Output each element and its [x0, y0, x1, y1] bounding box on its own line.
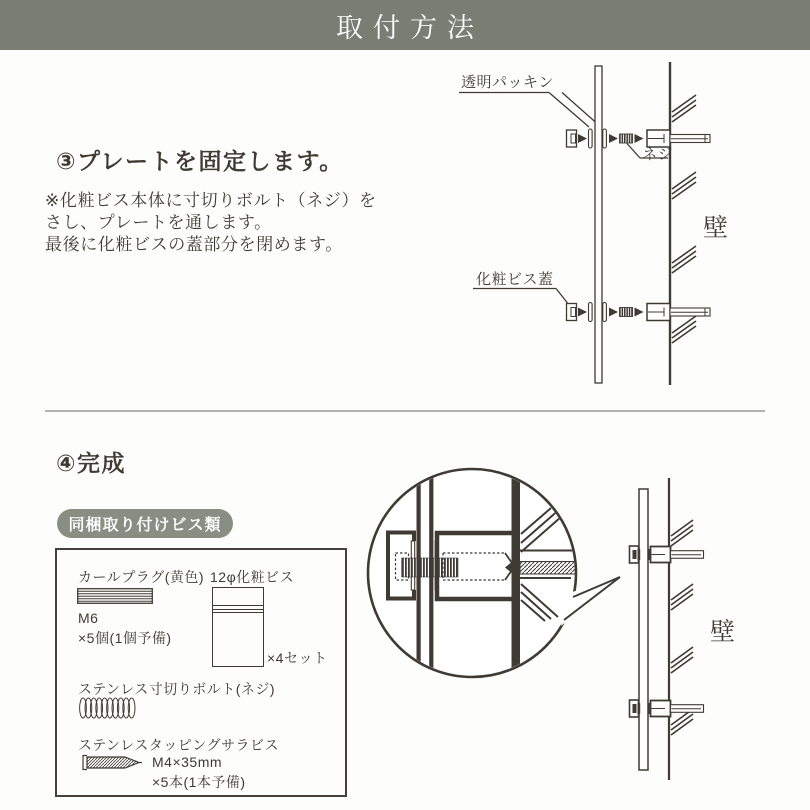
assembly-row-1	[567, 129, 711, 158]
step3-description	[45, 190, 425, 256]
wall-label-step3: 壁	[703, 214, 730, 242]
packing-label: 透明パッキン	[461, 74, 554, 91]
packing-washer-left	[589, 129, 593, 148]
step3-line3: 最後に化粧ビスの蓋部分を閉めます。	[45, 235, 343, 254]
rod-name: ステンレス寸切りボルト(ネジ)	[78, 681, 276, 697]
bis-bag-icon	[212, 587, 264, 667]
screw-label: ネジ	[642, 146, 674, 163]
packing-washer-right	[603, 129, 607, 148]
magnified-cross-section-callout	[360, 460, 630, 690]
wall-hatch-marks	[672, 95, 696, 343]
plug-qty: ×5個(1個予備)	[78, 630, 172, 646]
tapping-screw-icon	[80, 754, 144, 772]
assembly-row-2	[473, 289, 710, 322]
plug-size: M6	[78, 610, 99, 626]
step4-heading: ④完成	[56, 450, 126, 476]
tapping-qty: ×5本(1本予備)	[152, 774, 246, 790]
plug-icon	[77, 588, 153, 604]
section-divider	[45, 410, 765, 412]
cap-label: 化粧ビス蓋	[476, 271, 554, 288]
threaded-screw-icon	[620, 134, 633, 143]
tapping-screw-shaft	[520, 562, 577, 575]
wall-label-step4: 壁	[710, 618, 737, 646]
bis-name: 12φ化粧ビス	[210, 569, 295, 585]
header-bar	[0, 0, 810, 50]
plate-side-view	[595, 66, 602, 383]
plate-side-view	[639, 489, 648, 770]
tapping-size: M4×35mm	[152, 754, 223, 770]
step3-line1: ※化粧ビス本体に寸切りボルト（ネジ）を	[45, 191, 377, 210]
threaded-bolt	[402, 558, 459, 577]
step4-wall-diagram	[595, 455, 805, 790]
step3-line2: さし、プレートを通します。	[45, 213, 272, 232]
threaded-rod-icon	[78, 696, 138, 720]
tapping-name: ステンレスタッピングサラビス	[78, 737, 279, 753]
plug-name: カールプラグ(黄色)	[78, 569, 205, 585]
bis-qty: ×4セット	[267, 650, 328, 666]
step3-heading: ③プレートを固定します。	[56, 148, 344, 174]
included-screws-badge: 同梱取り付けビス類	[57, 509, 233, 538]
page-title: 取付方法	[336, 12, 484, 43]
